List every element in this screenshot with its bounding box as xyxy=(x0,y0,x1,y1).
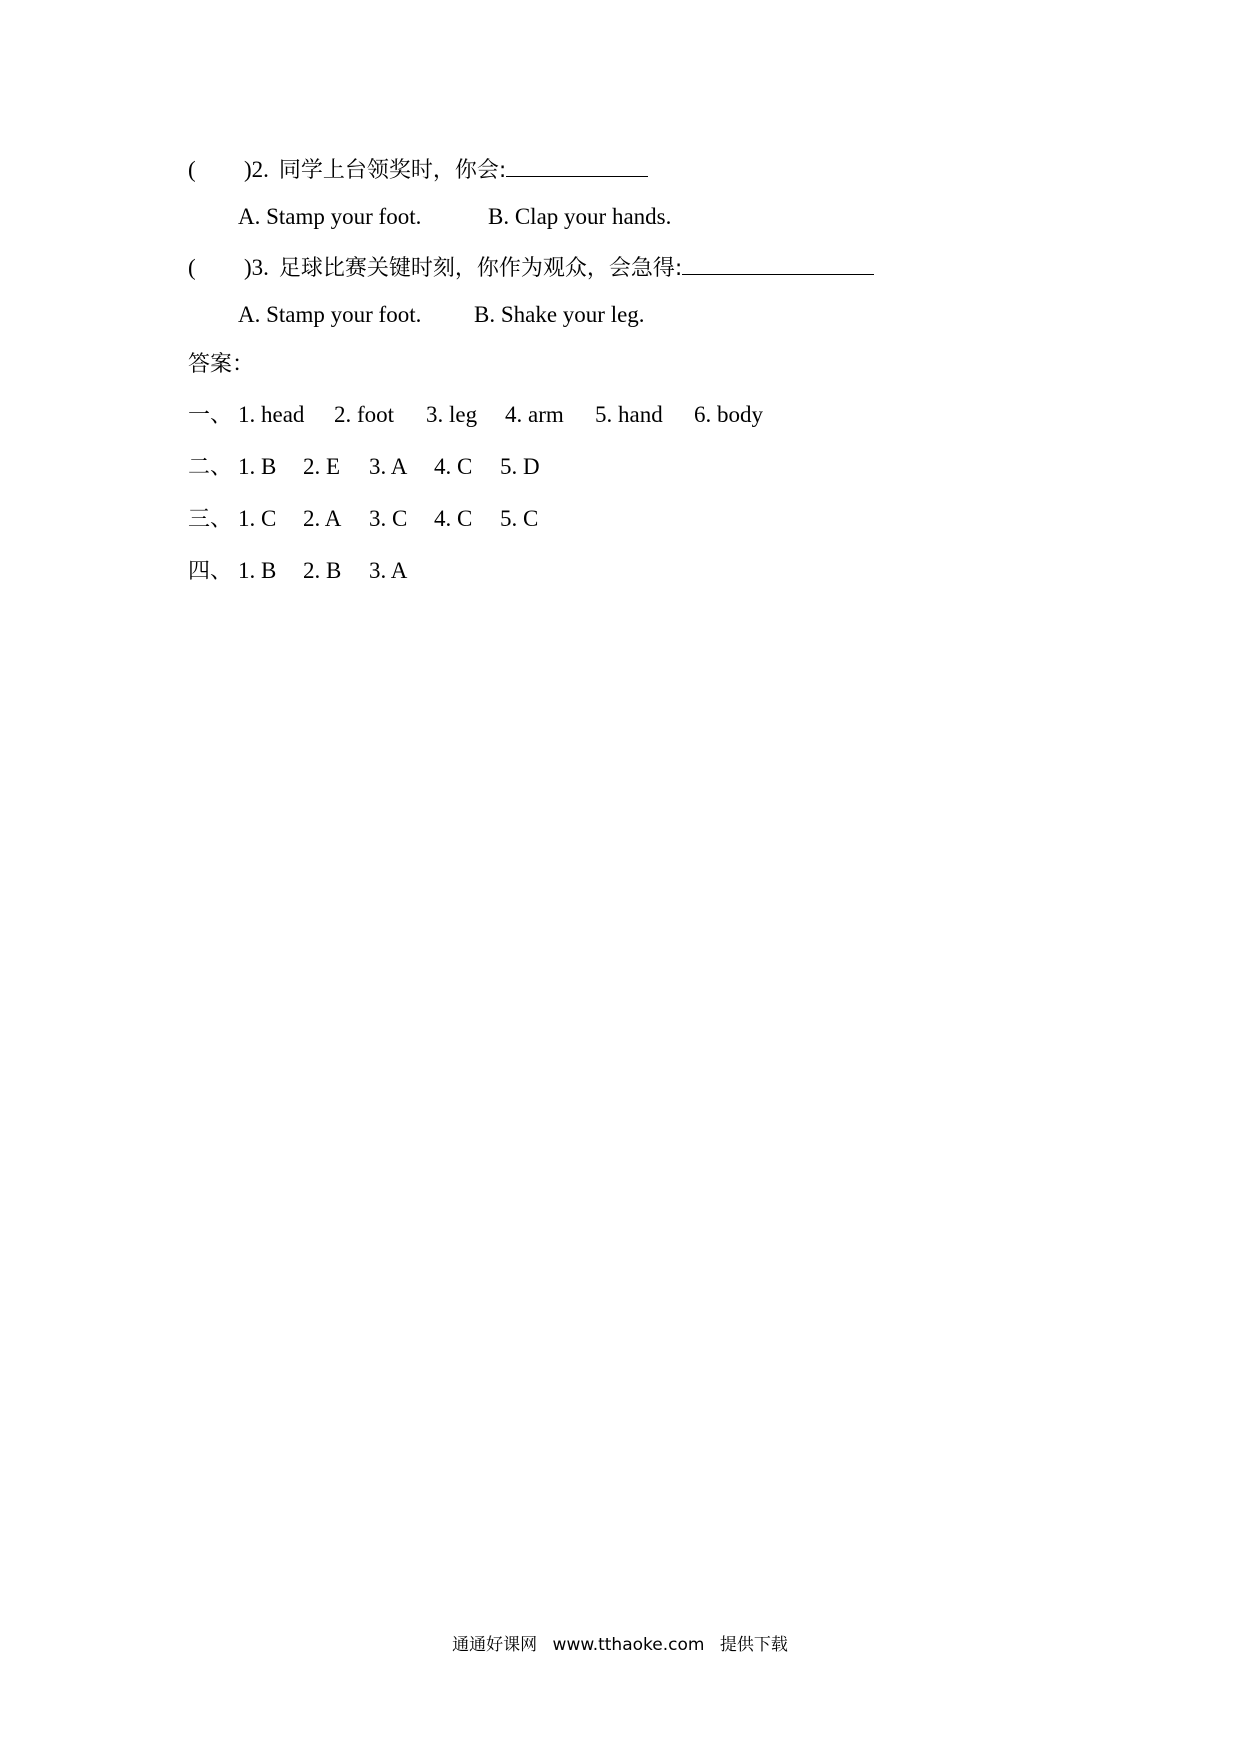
option-b: B. Shake your leg. xyxy=(474,302,645,327)
question-3 xyxy=(188,252,874,283)
option-a: A. Stamp your foot. xyxy=(238,302,422,327)
answer-item: 5. C xyxy=(500,506,539,531)
footer-url: www.tthaoke.com xyxy=(552,1635,705,1655)
answer-item: 2. foot xyxy=(334,402,395,427)
answer-item: 4. arm xyxy=(505,402,564,427)
answer-item: 1. B xyxy=(238,558,277,583)
option-a: A. Stamp your foot. xyxy=(238,204,422,229)
answer-item: 6. body xyxy=(694,402,763,427)
answer-row-2 xyxy=(188,453,540,482)
answer-row-1 xyxy=(188,401,763,430)
question-2 xyxy=(188,154,648,185)
answer-item: 1. head xyxy=(238,402,305,427)
answers-heading xyxy=(188,350,254,379)
answer-item: 2. E xyxy=(303,454,341,479)
answer-item: 5. D xyxy=(500,454,540,479)
answer-item: 3. C xyxy=(369,506,408,531)
answer-item: 2. A xyxy=(303,506,342,531)
question-text: 同学上台领奖时，你会: xyxy=(278,158,507,183)
option-b: B. Clap your hands. xyxy=(488,204,672,229)
answer-item: 3. A xyxy=(369,558,408,583)
answers-title: 答案： xyxy=(188,352,255,377)
question-3-options xyxy=(238,301,645,329)
page-footer xyxy=(0,1633,1240,1657)
footer-suffix: 提供下载 xyxy=(719,1635,788,1655)
footer-site-name: 通通好课网 xyxy=(452,1635,538,1655)
answer-section-label: 二、 xyxy=(188,455,233,480)
answer-blank xyxy=(682,252,874,275)
answer-item: 5. hand xyxy=(595,402,663,427)
question-number: )3. xyxy=(244,255,269,280)
question-number: )2. xyxy=(244,157,269,182)
answer-item: 2. B xyxy=(303,558,342,583)
answer-section-label: 三、 xyxy=(188,507,233,532)
answer-bracket: ( xyxy=(188,255,196,280)
answer-item: 3. A xyxy=(369,454,408,479)
answer-item: 4. C xyxy=(434,506,473,531)
answer-row-4 xyxy=(188,557,407,586)
answer-section-label: 四、 xyxy=(188,559,233,584)
question-text: 足球比赛关键时刻，你作为观众，会急得: xyxy=(278,256,683,281)
question-2-options xyxy=(238,203,671,231)
answer-item: 4. C xyxy=(434,454,473,479)
answer-blank xyxy=(506,154,648,177)
answer-row-3 xyxy=(188,505,538,534)
answer-section-label: 一、 xyxy=(188,403,233,428)
answer-bracket: ( xyxy=(188,157,196,182)
answer-item: 1. B xyxy=(238,454,277,479)
answer-item: 1. C xyxy=(238,506,277,531)
answer-item: 3. leg xyxy=(426,402,478,427)
